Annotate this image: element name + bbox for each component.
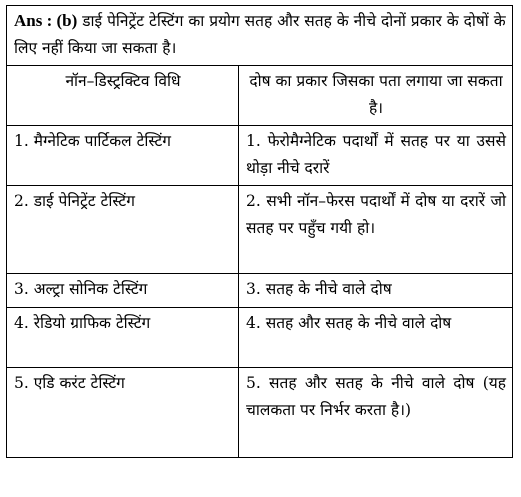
method-cell: 5. एडि करंट टेस्टिंग <box>7 368 239 458</box>
answer-cell <box>7 6 513 66</box>
answer-label: Ans : (b) <box>14 11 78 30</box>
method-cell: 3. अल्ट्रा सोनिक टेस्टिंग <box>7 274 239 308</box>
method-cell: 1. मैग्नेटिक पार्टिकल टेस्टिंग <box>7 126 239 186</box>
defect-cell: 2. सभी नॉन–फेरस पदार्थों में दोष या दरारें जो सतह पर पहुँच गयी हो। <box>239 186 513 274</box>
answer-row <box>7 6 513 66</box>
answer-table-container <box>6 5 512 487</box>
ndt-methods-table <box>6 5 513 458</box>
header-defect-type: दोष का प्रकार जिसका पता लगाया जा सकता है। <box>239 66 513 126</box>
header-row <box>7 66 513 126</box>
defect-cell: 1. फेरोमैग्नेटिक पदार्थों में सतह पर या उससे थोड़ा नीचे दरारें <box>239 126 513 186</box>
table-row <box>7 126 513 186</box>
header-method: नॉन–डिस्ट्रक्टिव विधि <box>7 66 239 126</box>
method-cell: 2. डाई पेनिट्रेंट टेस्टिंग <box>7 186 239 274</box>
table-row <box>7 274 513 308</box>
table-row <box>7 308 513 368</box>
method-cell: 4. रेडियो ग्राफिक टेस्टिंग <box>7 308 239 368</box>
defect-cell: 3. सतह के नीचे वाले दोष <box>239 274 513 308</box>
table-row <box>7 368 513 458</box>
answer-text: डाई पेनिट्रेंट टेस्टिंग का प्रयोग सतह और सतह के नीचे दोनों प्रकार के दोषों के लिए नहीं किया जा सकता है। <box>14 12 506 57</box>
table-row <box>7 186 513 274</box>
defect-cell: 5. सतह और सतह के नीचे वाले दोष (यह चालकता पर निर्भर करता है।) <box>239 368 513 458</box>
defect-cell: 4. सतह और सतह के नीचे वाले दोष <box>239 308 513 368</box>
